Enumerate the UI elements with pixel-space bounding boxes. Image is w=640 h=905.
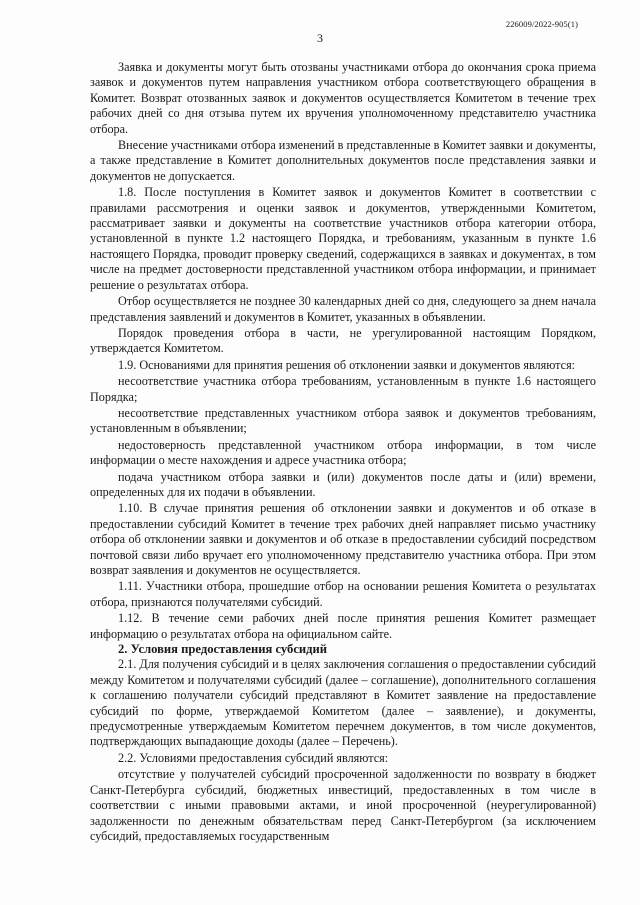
paragraph: 1.11. Участники отбора, прошедшие отбор на основании решения Комитета о результатах отбора, признаются получателями субсидий.: [90, 579, 596, 609]
page-number: 3: [317, 31, 323, 45]
paragraph: Заявка и документы могут быть отозваны участниками отбора до окончания срока приема заявок и документов путем направления участником отбора соответствующего обращения в Комитет. Возврат отозванных заявок и документов осуществляется Комитетом в течение трех рабочих дней со дня отзыва путем их вручения уполномоченному представителю участника отбора.: [90, 60, 596, 136]
paragraph: несоответствие представленных участником отбора заявок и документов требованиям, установленным в объявлении;: [90, 405, 596, 436]
paragraph: Порядок проведения отбора в части, не урегулированной настоящим Порядком, утверждается Комитетом.: [90, 325, 596, 356]
paragraph: отсутствие у получателей субсидий просроченной задолженности по возврату в бюджет Санкт-Петербурга субсидий, бюджетных инвестиций, предоставленных в том числе в соответствии с иными правовыми актами, и иной просроченной (неурегулированной) задолженности по денежным обязательствам перед Санкт-Петербургом (за исключением субсидий, предоставляемых государственным: [90, 767, 596, 843]
paragraph: Внесение участниками отбора изменений в представленные в Комитет заявки и документы, а также представление в Комитет дополнительных документов после представления заявки и документов не допускается.: [90, 138, 596, 183]
paragraph: Отбор осуществляется не позднее 30 календарных дней со дня, следующего за днем начала представления заявлений и документов в Комитет, указанных в объявлении.: [90, 294, 596, 324]
document-body: [90, 60, 596, 844]
document-id: 226009/2022-905(1): [505, 19, 578, 29]
paragraph: 2.2. Условиями предоставления субсидий являются:: [118, 750, 389, 765]
paragraph: 1.12. В течение семи рабочих дней после принятия решения Комитет размещает информацию о результатах отбора на официальном сайте.: [90, 611, 596, 641]
paragraph: подача участником отбора заявки и (или) документов после даты и (или) времени, определенных для их подачи в объявлении.: [90, 469, 596, 499]
paragraph: недостоверность представленной участником отбора информации, в том числе информации о месте нахождения и адресе участника отбора;: [90, 437, 596, 468]
section-heading: 2. Условия предоставления субсидий: [118, 642, 328, 657]
paragraph: несоответствие участника отбора требованиям, установленным в пункте 1.6 настоящего Порядка;: [90, 374, 596, 404]
paragraph: 1.9. Основаниями для принятия решения об отклонении заявки и документов являются:: [118, 357, 576, 372]
paragraph: 1.8. После поступления в Комитет заявок и документов Комитет в соответствии с правилами рассмотрения и оценки заявок и документов, утвержденными Комитетом, рассматривает заявки и документы на соответствие участников отбора категории отбора, установленной в пункте 1.2 настоящего Порядка, и требованиям, указанным в пункте 1.6 настоящего Порядка, проводит проверку сведений, содержащихся в заявках и документах, в том числе на предмет достоверности представленной участником отбора информации, и принимает решение о результатах отбора.: [90, 185, 596, 292]
paragraph: 1.10. В случае принятия решения об отклонении заявки и документов и об отказе в предоставлении субсидий Комитет в течение трех рабочих дней направляет письмо участнику отбора об отклонении заявки и документов и об отказе в предоставлении субсидий посредством почтовой связи либо вручает его уполномоченному представителю участника отбора. При этом возврат заявления и документов не осуществляется.: [90, 501, 596, 577]
paragraph: 2.1. Для получения субсидий и в целях заключения соглашения о предоставлении субсидий между Комитетом и получателями субсидий (далее – соглашение), дополнительного соглашения к соглашению получатели субсидий представляют в Комитет заявление на предоставление субсидий по форме, утверждаемой Комитетом (далее – заявление), и документы, предусмотренные утверждаемым Комитетом перечнем документов, в том числе документов, подтверждающих выпадающие доходы (далее – Перечень).: [90, 657, 596, 749]
